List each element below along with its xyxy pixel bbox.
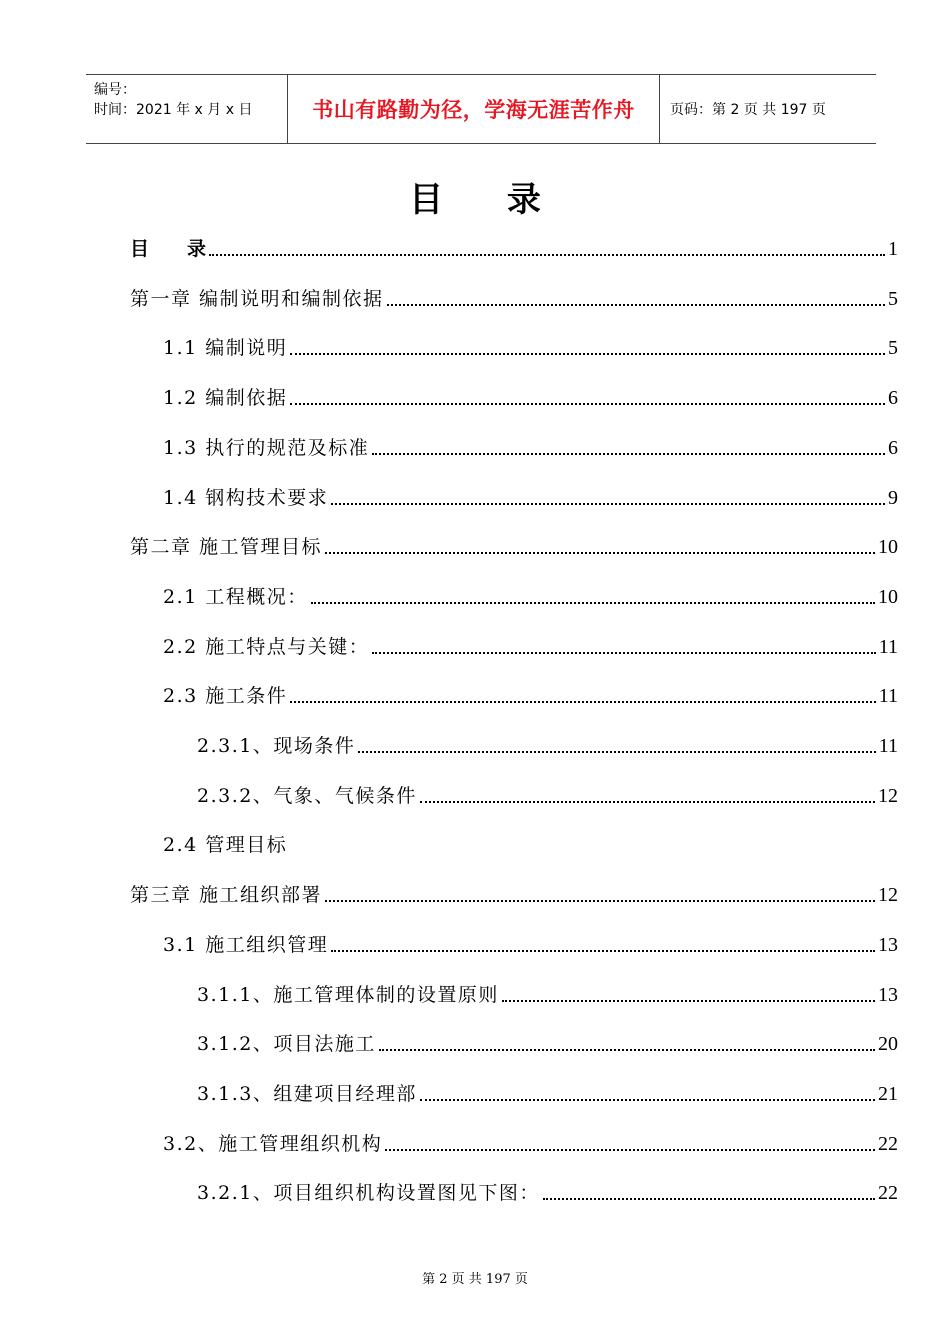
toc-entry-label: 2.3.2、气象、气候条件 — [197, 785, 417, 807]
toc-dot-leader — [331, 503, 885, 505]
toc-entry-page: 20 — [878, 1033, 898, 1055]
toc-entry[interactable] — [163, 431, 898, 461]
toc-entry-label: 2.4 管理目标 — [163, 834, 288, 856]
toc-entry[interactable] — [197, 779, 898, 809]
toc-dot-leader — [325, 900, 875, 902]
toc-entry-page: 12 — [878, 884, 898, 906]
toc-dot-leader — [290, 701, 875, 703]
toc-entry[interactable] — [130, 282, 898, 312]
toc-entry-page: 11 — [878, 735, 898, 757]
toc-entry[interactable] — [197, 978, 898, 1008]
toc-entry-label: 目 录 — [130, 238, 207, 260]
toc-dot-leader — [372, 453, 885, 455]
toc-entry[interactable] — [130, 878, 898, 908]
toc-entry[interactable] — [197, 1027, 898, 1057]
toc-entry-label: 1.1 编制说明 — [163, 337, 288, 359]
toc-dot-leader — [420, 1099, 875, 1101]
toc-entry-page: 11 — [878, 685, 898, 707]
toc-entry-page: 21 — [878, 1083, 898, 1105]
toc-entry-label: 3.1.2、项目法施工 — [197, 1033, 376, 1055]
toc-entry-page: 10 — [878, 536, 898, 558]
toc-dot-leader — [325, 552, 875, 554]
toc-dot-leader — [543, 1198, 875, 1200]
toc-dot-leader — [379, 1049, 875, 1051]
toc-entry-label: 3.1.3、组建项目经理部 — [197, 1083, 417, 1105]
toc-entry-page: 22 — [878, 1182, 898, 1204]
toc-entry-page: 22 — [878, 1133, 898, 1155]
toc-entry-label: 第三章 施工组织部署 — [130, 884, 323, 906]
toc-entry-label: 3.2.1、项目组织机构设置图见下图： — [197, 1182, 540, 1204]
toc-entry-label: 3.1.1、施工管理体制的设置原则 — [197, 984, 499, 1006]
document-title: 目 录 — [409, 180, 541, 220]
toc-entry[interactable] — [163, 481, 898, 511]
toc-dot-leader — [358, 751, 875, 753]
toc-entry-page: 1 — [888, 238, 898, 260]
page-footer: 第 2 页 共 197 页 — [422, 1272, 528, 1287]
toc-dot-leader — [372, 652, 875, 654]
toc-entry[interactable] — [163, 1127, 898, 1157]
toc-entry-page: 11 — [878, 636, 898, 658]
toc-entry-page: 6 — [888, 387, 898, 409]
toc-dot-leader — [311, 602, 875, 604]
toc-entry-label: 第一章 编制说明和编制依据 — [130, 288, 384, 310]
toc-entry-label: 2.2 施工特点与关键： — [163, 636, 370, 658]
toc-dot-leader — [290, 353, 885, 355]
toc-entry-page: 12 — [878, 785, 898, 807]
toc-dot-leader — [209, 254, 885, 256]
header-time: 时间：2021 年 x 月 x 日 — [94, 102, 253, 118]
toc-entry-page: 5 — [888, 337, 898, 359]
page-header — [86, 74, 876, 144]
toc-entry[interactable] — [163, 928, 898, 958]
toc-entry-page: 13 — [878, 984, 898, 1006]
toc-entry[interactable] — [197, 1077, 898, 1107]
toc-entry-label: 1.2 编制依据 — [163, 387, 288, 409]
header-number: 编号： — [94, 82, 136, 98]
toc-entry-label: 3.2、施工管理组织机构 — [163, 1133, 383, 1155]
toc-dot-leader — [387, 304, 885, 306]
toc-dot-leader — [290, 403, 885, 405]
toc-entry-label: 第二章 施工管理目标 — [130, 536, 323, 558]
toc-entry[interactable] — [197, 729, 898, 759]
toc-entry-label: 1.3 执行的规范及标准 — [163, 437, 370, 459]
toc-entry-label: 3.1 施工组织管理 — [163, 934, 329, 956]
toc-entry-label: 2.3 施工条件 — [163, 685, 288, 707]
toc-entry[interactable] — [163, 580, 898, 610]
toc-entry[interactable] — [130, 530, 898, 560]
header-page-number: 页码：第 2 页 共 197 页 — [670, 102, 826, 118]
toc-entry[interactable] — [163, 381, 898, 411]
toc-entry-page: 6 — [888, 437, 898, 459]
header-motto: 书山有路勤为径，学海无涯苦作舟 — [288, 75, 660, 143]
toc-entry[interactable] — [163, 331, 898, 361]
toc-entry[interactable] — [163, 828, 287, 858]
toc-entry[interactable] — [163, 679, 898, 709]
toc-dot-leader — [331, 950, 875, 952]
toc-entry-page: 5 — [888, 288, 898, 310]
toc-dot-leader — [385, 1149, 875, 1151]
header-meta — [86, 75, 288, 143]
toc-dot-leader — [420, 801, 875, 803]
toc-entry-label: 2.1 工程概况： — [163, 586, 308, 608]
toc-dot-leader — [502, 1000, 875, 1002]
toc-entry-page: 13 — [878, 934, 898, 956]
toc-entry[interactable] — [130, 232, 898, 262]
toc-entry-page: 10 — [878, 586, 898, 608]
toc-entry[interactable] — [163, 630, 898, 660]
toc-entry-label: 1.4 钢构技术要求 — [163, 487, 329, 509]
toc-entry-page: 9 — [888, 487, 898, 509]
toc-entry-label: 2.3.1、现场条件 — [197, 735, 356, 757]
toc-entry[interactable] — [197, 1176, 898, 1206]
